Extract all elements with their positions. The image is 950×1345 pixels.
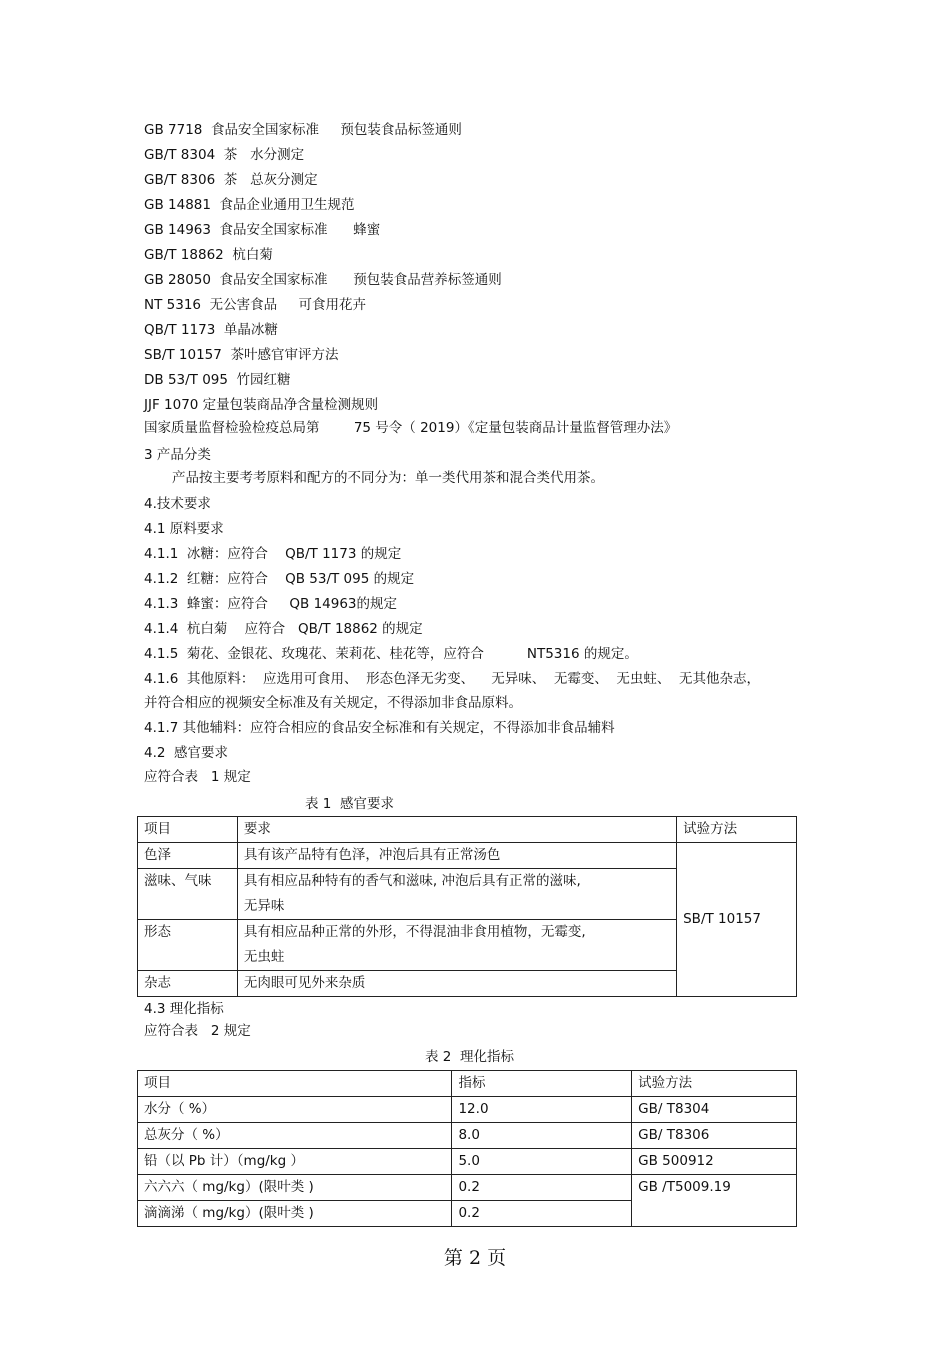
- standard-ref-11: DB 53/T 095 竹园红糖: [144, 372, 291, 388]
- clause-4-1-7: 4.1.7 其他辅料：应符合相应的食品安全标准和有关规定，不得添加非食品辅料: [144, 720, 615, 736]
- row-method: GB /T5009.19: [632, 1175, 797, 1227]
- standard-ref-9: QB/T 1173 单晶冰糖: [144, 322, 278, 338]
- table-2-caption: 表 2 理化指标: [425, 1049, 514, 1065]
- row-item: 滋味、气味: [138, 869, 238, 920]
- row-value: 0.2: [452, 1201, 632, 1227]
- row-value: 0.2: [452, 1175, 632, 1201]
- row-item: 六六六（ mg/kg）(限叶类 ): [138, 1175, 452, 1201]
- clause-4-1-2: 4.1.2 红糖：应符合 QB 53/T 095 的规定: [144, 571, 415, 587]
- table-header-row: [138, 1071, 797, 1097]
- row-item: 杂志: [138, 971, 238, 997]
- table-1-caption: 表 1 感官要求: [305, 796, 394, 812]
- standard-ref-2: GB/T 8304 茶 水分测定: [144, 147, 305, 163]
- row-value: 8.0: [452, 1123, 632, 1149]
- standard-ref-6: GB/T 18862 杭白菊: [144, 247, 273, 263]
- row-item: 水分（ %）: [138, 1097, 452, 1123]
- standard-ref-7: GB 28050 食品安全国家标准 预包装食品营养标签通则: [144, 272, 502, 288]
- standard-ref-13: 国家质量监督检验检疫总局第 75 号令（ 2019）《定量包装商品计量监督管理办法》: [144, 420, 678, 436]
- section-4-heading: 4.技术要求: [144, 496, 211, 512]
- clause-4-1-6: 4.1.6 其他原料： 应选用可食用、 形态色泽无劣变、 无异味、 无霉变、 无虫蛀、 无其他杂志，: [144, 671, 761, 687]
- header-item: 项目: [138, 817, 238, 843]
- section-3-heading: 3 产品分类: [144, 447, 211, 463]
- row-requirement: [237, 971, 676, 997]
- table-row: [138, 1097, 797, 1123]
- row-requirement: [237, 869, 676, 920]
- requirement-line: 无异味: [243, 898, 285, 914]
- clause-4-1-5: 4.1.5 菊花、金银花、玫瑰花、茉莉花、桂花等，应符合 NT5316 的规定。: [144, 646, 638, 662]
- standard-ref-10: SB/T 10157 茶叶感官审评方法: [144, 347, 339, 363]
- row-item: 形态: [138, 920, 238, 971]
- physicochemical-table: [137, 1070, 797, 1227]
- test-method-cell: SB/T 10157: [677, 843, 797, 997]
- row-value: 5.0: [452, 1149, 632, 1175]
- standard-ref-5: GB 14963 食品安全国家标准 蜂蜜: [144, 222, 381, 238]
- clause-4-1-3: 4.1.3 蜂蜜：应符合 QB 14963的规定: [144, 596, 398, 612]
- section-4-3-ref: 应符合表 2 规定: [144, 1023, 251, 1039]
- table-row: [138, 843, 797, 869]
- standard-ref-4: GB 14881 食品企业通用卫生规范: [144, 197, 355, 213]
- table-row: [138, 1175, 797, 1201]
- header-item: 项目: [138, 1071, 452, 1097]
- table-header-row: [138, 817, 797, 843]
- standard-ref-12: JJF 1070 定量包装商品净含量检测规则: [144, 397, 379, 413]
- section-3-text: 产品按主要考考原料和配方的不同分为：单一类代用茶和混合类代用茶。: [172, 470, 604, 486]
- requirement-line: 具有该产品特有色泽，冲泡后具有正常汤色: [243, 847, 501, 863]
- row-requirement: [237, 843, 676, 869]
- header-requirement: 要求: [237, 817, 676, 843]
- clause-4-1-4: 4.1.4 杭白菊 应符合 QB/T 18862 的规定: [144, 621, 423, 637]
- row-item: 铅（以 Pb 计）（mg/kg ）: [138, 1149, 452, 1175]
- requirement-line: 具有相应品种特有的香气和滋味, 冲泡后具有正常的滋味,: [243, 873, 581, 889]
- header-method: 试验方法: [677, 817, 797, 843]
- sensory-requirements-table: [137, 816, 797, 997]
- clause-4-1-1: 4.1.1 冰糖：应符合 QB/T 1173 的规定: [144, 546, 402, 562]
- row-item: 总灰分（ %）: [138, 1123, 452, 1149]
- row-requirement: [237, 920, 676, 971]
- clause-4-1-6-cont: 并符合相应的视频安全标准及有关规定，不得添加非食品原料。: [144, 695, 522, 711]
- row-item: 色泽: [138, 843, 238, 869]
- table-row: [138, 1123, 797, 1149]
- page-number: 第 2 页: [443, 1247, 507, 1269]
- header-index: 指标: [452, 1071, 632, 1097]
- row-item: 滴滴涕（ mg/kg）(限叶类 ): [138, 1201, 452, 1227]
- row-method: GB/ T8304: [632, 1097, 797, 1123]
- section-4-2-ref: 应符合表 1 规定: [144, 769, 251, 785]
- standard-ref-8: NT 5316 无公害食品 可食用花卉: [144, 297, 367, 313]
- requirement-line: 具有相应品种正常的外形，不得混油非食用植物，无霉变,: [243, 924, 586, 940]
- requirement-line: 无虫蛀: [243, 949, 285, 965]
- row-method: GB 500912: [632, 1149, 797, 1175]
- standard-ref-1: GB 7718 食品安全国家标准 预包装食品标签通则: [144, 122, 462, 138]
- standard-ref-3: GB/T 8306 茶 总灰分测定: [144, 172, 318, 188]
- header-method: 试验方法: [632, 1071, 797, 1097]
- row-value: 12.0: [452, 1097, 632, 1123]
- section-4-1-heading: 4.1 原料要求: [144, 521, 224, 537]
- section-4-3-heading: 4.3 理化指标: [144, 1001, 224, 1017]
- section-4-2-heading: 4.2 感官要求: [144, 745, 229, 761]
- table-row: [138, 1149, 797, 1175]
- row-method: GB/ T8306: [632, 1123, 797, 1149]
- requirement-line: 无肉眼可见外来杂质: [243, 975, 366, 991]
